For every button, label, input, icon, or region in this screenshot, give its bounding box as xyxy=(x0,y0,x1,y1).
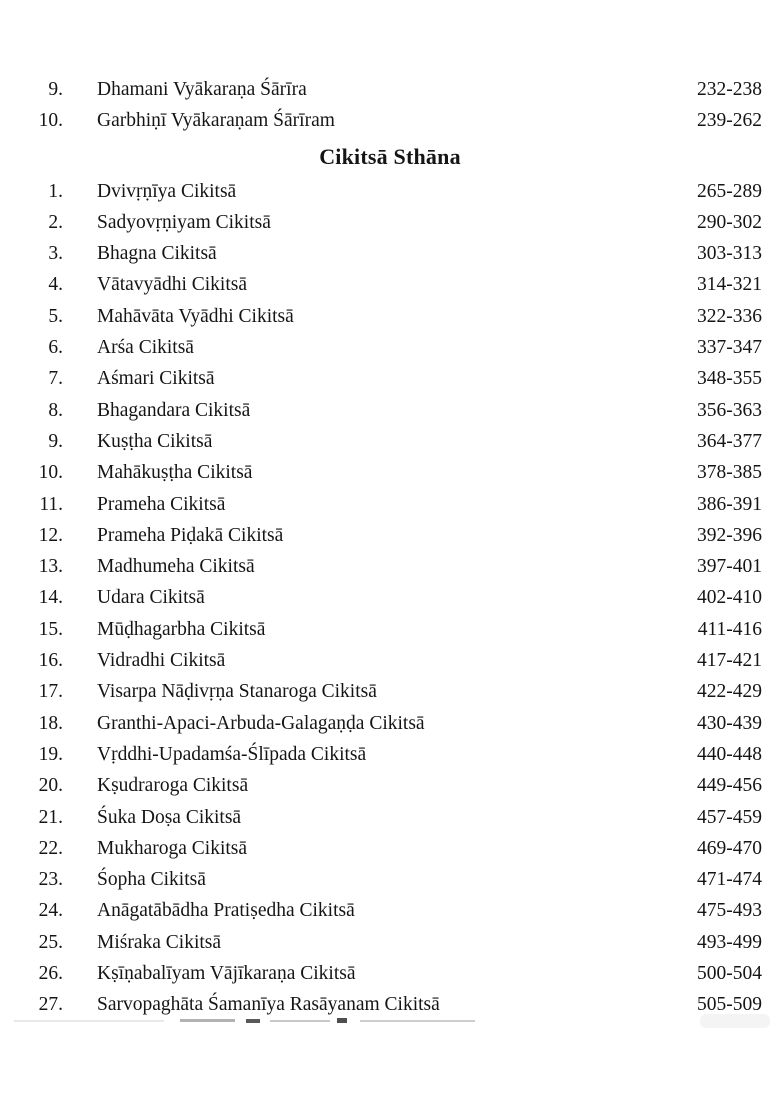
page-range: 417-421 xyxy=(697,650,762,672)
page-range: 303-313 xyxy=(697,243,762,265)
chapter-title: Kuṣṭha Cikitsā xyxy=(97,430,213,452)
toc-row xyxy=(0,363,780,394)
page-range: 500-504 xyxy=(697,963,762,985)
toc-row xyxy=(0,74,780,105)
toc-row xyxy=(0,864,780,895)
page-range: 337-347 xyxy=(697,337,762,359)
page-range: 457-459 xyxy=(697,806,762,828)
chapter-number: 4. xyxy=(48,274,63,296)
page-range: 411-416 xyxy=(697,618,762,640)
toc-row xyxy=(0,457,780,488)
page-range: 322-336 xyxy=(697,305,762,327)
toc-row xyxy=(0,927,780,958)
chapter-number: 10. xyxy=(38,462,63,484)
page-range: 314-321 xyxy=(697,274,762,296)
chapter-number: 10. xyxy=(38,110,63,132)
page-range: 239-262 xyxy=(697,110,762,132)
chapter-number: 24. xyxy=(38,900,63,922)
chapter-title: Dvivṛṇīya Cikitsā xyxy=(97,180,237,202)
chapter-title: Mukharoga Cikitsā xyxy=(97,837,248,859)
chapter-number: 7. xyxy=(48,368,63,390)
page-range: 356-363 xyxy=(697,399,762,421)
toc-row xyxy=(0,520,780,551)
page-range: 440-448 xyxy=(697,743,762,765)
page-range: 505-509 xyxy=(697,994,762,1016)
chapter-number: 18. xyxy=(38,712,63,734)
chapter-number: 1. xyxy=(48,180,63,202)
page-range: 493-499 xyxy=(697,931,762,953)
section-heading: Cikitsā Sthāna xyxy=(319,143,461,169)
toc-row xyxy=(0,238,780,269)
chapter-title: Prameha Piḍakā Cikitsā xyxy=(97,524,284,546)
toc-row xyxy=(0,176,780,207)
chapter-number: 9. xyxy=(48,79,63,100)
page-range: 475-493 xyxy=(697,900,762,922)
chapter-title: Arśa Cikitsā xyxy=(97,337,194,359)
toc-row xyxy=(0,708,780,739)
chapter-number: 22. xyxy=(38,837,63,859)
page-range: 378-385 xyxy=(697,462,762,484)
toc-row xyxy=(0,676,780,707)
chapter-title: Mahāvāta Vyādhi Cikitsā xyxy=(97,305,294,327)
chapter-title: Mūḍhagarbha Cikitsā xyxy=(97,618,266,640)
page-range: 402-410 xyxy=(697,587,762,609)
chapter-number: 23. xyxy=(38,869,63,891)
pre-heading-rows xyxy=(0,74,780,137)
chapter-number: 9. xyxy=(48,430,63,452)
chapter-number: 12. xyxy=(38,524,63,546)
chapter-number: 16. xyxy=(38,650,63,672)
chapter-number: 25. xyxy=(38,931,63,953)
chapter-title: Bhagna Cikitsā xyxy=(97,243,217,265)
chapter-number: 3. xyxy=(48,243,63,265)
chapter-number: 26. xyxy=(38,963,63,985)
chapter-title: Śuka Doṣa Cikitsā xyxy=(97,806,242,828)
page-range: 471-474 xyxy=(697,869,762,891)
toc-row xyxy=(0,301,780,332)
page-range: 422-429 xyxy=(697,681,762,703)
section-rows xyxy=(0,176,780,1021)
chapter-number: 5. xyxy=(48,305,63,327)
chapter-number: 15. xyxy=(38,618,63,640)
chapter-title: Miśraka Cikitsā xyxy=(97,931,222,953)
toc-row xyxy=(0,582,780,613)
page-range: 290-302 xyxy=(697,211,762,233)
chapter-title: Visarpa Nāḍivṛṇa Stanaroga Cikitsā xyxy=(97,681,377,703)
toc-row xyxy=(0,802,780,833)
page-range: 265-289 xyxy=(697,180,762,202)
chapter-title: Kṣīṇabalīyam Vājīkaraṇa Cikitsā xyxy=(97,963,356,985)
chapter-number: 14. xyxy=(38,587,63,609)
page-range: 397-401 xyxy=(697,556,762,578)
chapter-number: 2. xyxy=(48,211,63,233)
chapter-title: Vātavyādhi Cikitsā xyxy=(97,274,248,296)
chapter-number: 17. xyxy=(38,681,63,703)
page-range: 469-470 xyxy=(697,837,762,859)
toc-row xyxy=(0,739,780,770)
toc-row xyxy=(0,833,780,864)
chapter-title: Aśmari Cikitsā xyxy=(97,368,215,390)
chapter-title: Mahākuṣṭha Cikitsā xyxy=(97,462,253,484)
chapter-title: Granthi-Apaci-Arbuda-Galagaṇḍa Cikitsā xyxy=(97,712,425,734)
toc-row xyxy=(0,207,780,238)
chapter-title: Anāgatābādha Pratiṣedha Cikitsā xyxy=(97,900,355,922)
chapter-title: Śopha Cikitsā xyxy=(97,869,206,891)
chapter-title: Garbhiṇī Vyākaraṇam Śārīram xyxy=(97,110,335,132)
toc-row xyxy=(0,105,780,136)
table-of-contents xyxy=(0,74,780,1021)
chapter-title: Dhamani Vyākaraṇa Śārīra xyxy=(97,79,307,100)
page-range: 430-439 xyxy=(697,712,762,734)
chapter-number: 8. xyxy=(48,399,63,421)
toc-row xyxy=(0,426,780,457)
toc-row xyxy=(0,895,780,926)
chapter-title: Vṛddhi-Upadamśa-Ślīpada Cikitsā xyxy=(97,743,367,765)
chapter-title: Udara Cikitsā xyxy=(97,587,205,609)
chapter-number: 20. xyxy=(38,775,63,797)
chapter-title: Vidradhi Cikitsā xyxy=(97,650,226,672)
page-range: 386-391 xyxy=(697,493,762,515)
chapter-title: Sarvopaghāta Śamanīya Rasāyanam Cikitsā xyxy=(97,994,440,1016)
toc-row xyxy=(0,395,780,426)
chapter-title: Prameha Cikitsā xyxy=(97,493,226,515)
page-range: 364-377 xyxy=(697,430,762,452)
page-range: 348-355 xyxy=(697,368,762,390)
toc-row xyxy=(0,489,780,520)
toc-row xyxy=(0,989,780,1020)
chapter-title: Madhumeha Cikitsā xyxy=(97,556,255,578)
toc-row xyxy=(0,958,780,989)
chapter-title: Kṣudraroga Cikitsā xyxy=(97,775,249,797)
toc-row xyxy=(0,269,780,300)
toc-row xyxy=(0,645,780,676)
toc-row xyxy=(0,770,780,801)
chapter-title: Sadyovṛṇiyam Cikitsā xyxy=(97,211,271,233)
chapter-number: 21. xyxy=(38,806,63,828)
chapter-number: 11. xyxy=(39,493,63,515)
toc-row xyxy=(0,551,780,582)
page-range: 232-238 xyxy=(697,79,762,100)
chapter-title: Bhagandara Cikitsā xyxy=(97,399,251,421)
page-range: 392-396 xyxy=(697,524,762,546)
toc-row xyxy=(0,332,780,363)
chapter-number: 13. xyxy=(38,556,63,578)
chapter-number: 19. xyxy=(38,743,63,765)
page-range: 449-456 xyxy=(697,775,762,797)
chapter-number: 27. xyxy=(38,994,63,1016)
chapter-number: 6. xyxy=(48,337,63,359)
toc-row xyxy=(0,614,780,645)
